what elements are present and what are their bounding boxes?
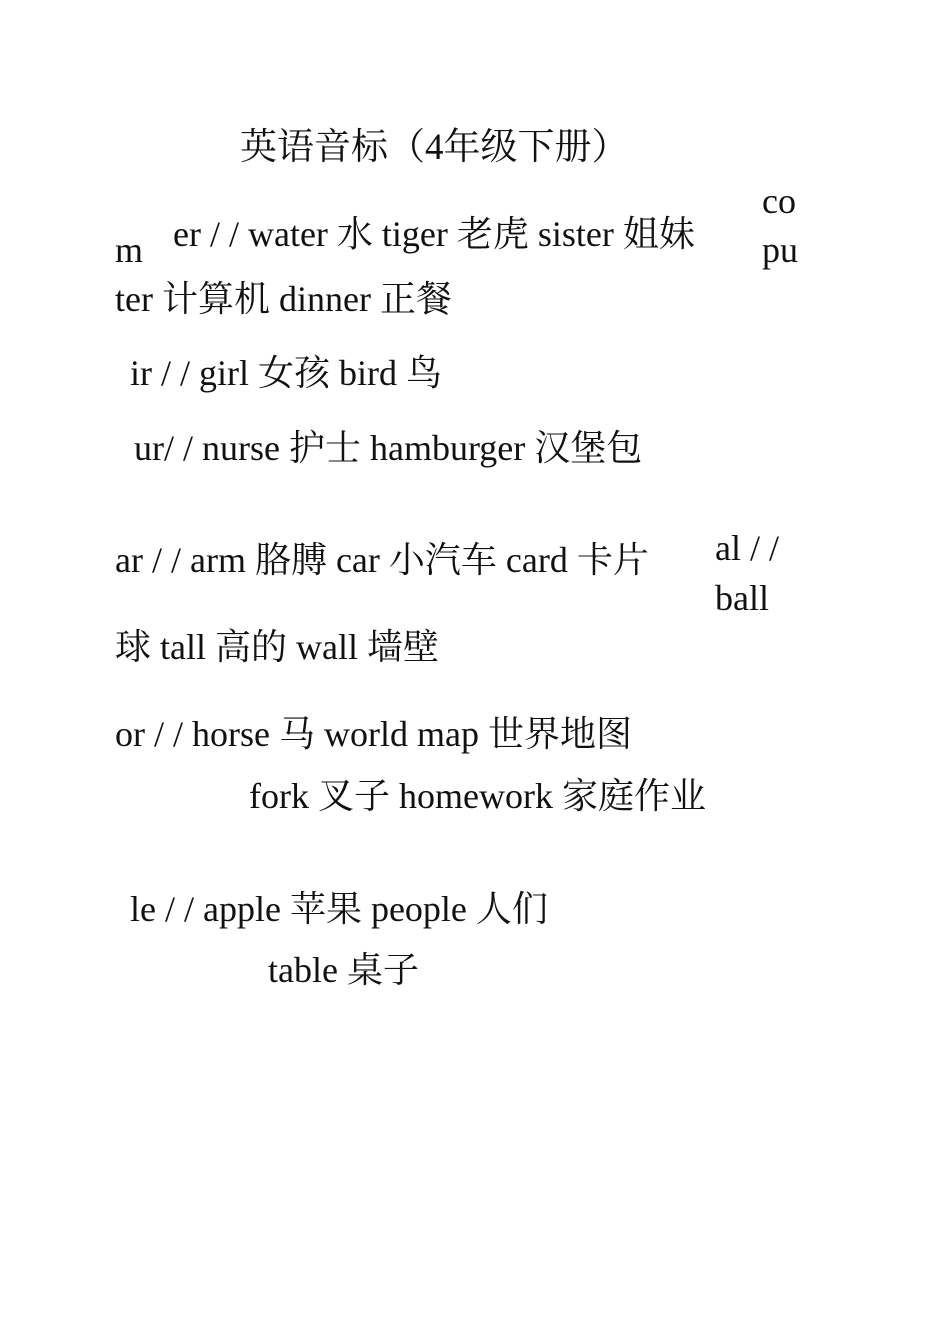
- le-line-1: le / / apple 苹果 people 人们: [130, 889, 548, 929]
- er-fragment-m: m: [115, 230, 144, 270]
- page-title: 英语音标（4年级下册）: [240, 127, 629, 168]
- or-line-2: fork 叉子 homework 家庭作业: [249, 776, 706, 816]
- ar-fragment-al: al / /: [715, 528, 779, 568]
- er-fragment-co: co: [762, 181, 796, 221]
- er-line-2: ter 计算机 dinner 正餐: [115, 279, 452, 319]
- or-line-1: or / / horse 马 world map 世界地图: [115, 714, 632, 754]
- ar-line-1: ar / / arm 胳膊 car 小汽车 card 卡片: [115, 540, 649, 580]
- le-line-2: table 桌子: [268, 950, 419, 990]
- ar-line-2: 球 tall 高的 wall 墙壁: [115, 627, 439, 667]
- er-line-1: er / / water 水 tiger 老虎 sister 姐妹: [173, 214, 695, 254]
- ur-line: ur/ / nurse 护士 hamburger 汉堡包: [134, 428, 643, 468]
- ar-fragment-ball: ball: [715, 578, 769, 618]
- er-fragment-pu: pu: [762, 230, 798, 270]
- ir-line: ir / / girl 女孩 bird 鸟: [130, 353, 442, 393]
